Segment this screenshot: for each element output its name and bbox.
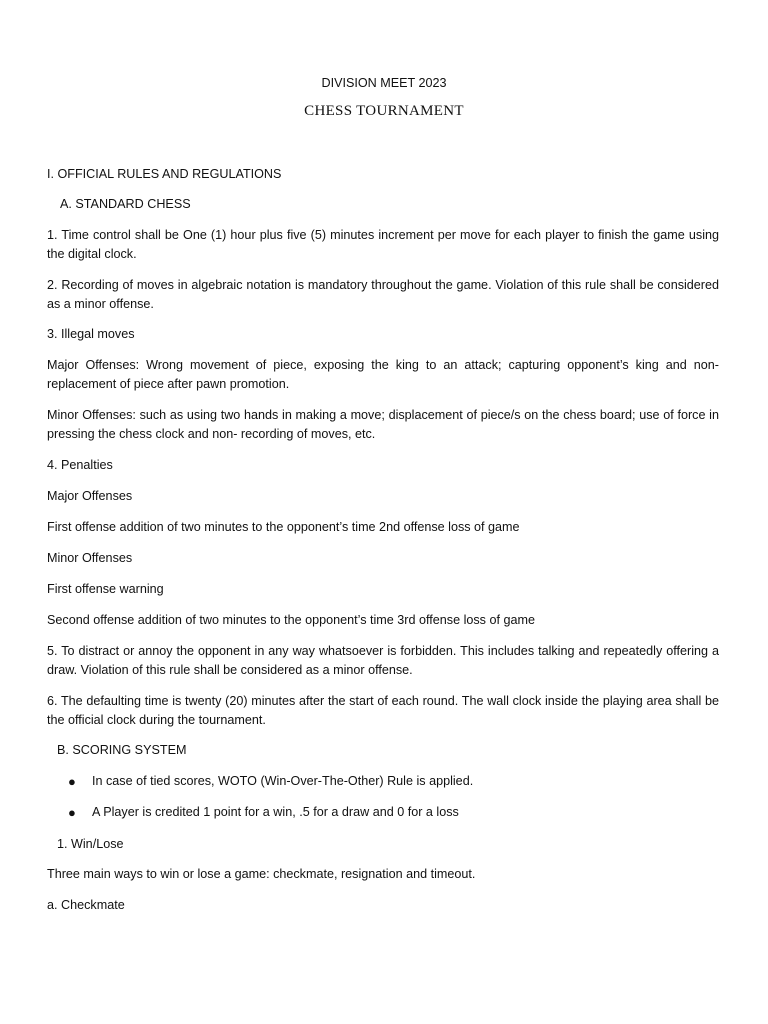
rule-5: 5. To distract or annoy the opponent in any way whatsoever is forbidden. This includes talking and repeatedly offering a draw. Violation of this rule shall be considered as a minor offense. — [47, 644, 719, 677]
page-title: CHESS TOURNAMENT — [304, 103, 464, 119]
bullet-text: A Player is credited 1 point for a win, .5 for a draw and 0 for a loss — [92, 805, 459, 819]
list-item — [68, 803, 708, 822]
bullet-icon: ● — [68, 774, 76, 789]
checkmate-heading: a. Checkmate — [47, 898, 125, 912]
minor-offenses-definition: Minor Offenses: such as using two hands in making a move; displacement of piece/s on the chess board; use of force in pressing the chess clock and non- recording of moves, etc. — [47, 408, 719, 441]
bullet-text: In case of tied scores, WOTO (Win-Over-The-Other) Rule is applied. — [92, 774, 474, 788]
rule-4: 4. Penalties — [47, 458, 113, 472]
major-offense-penalty: First offense addition of two minutes to the opponent’s time 2nd offense loss of game — [47, 520, 520, 534]
rule-3: 3. Illegal moves — [47, 327, 135, 341]
rule-6: 6. The defaulting time is twenty (20) minutes after the start of each round. The wall clock inside the playing area shall be the official clock during the tournament. — [47, 694, 719, 727]
meet-title: DIVISION MEET 2023 — [321, 76, 447, 90]
subheading-standard-chess: A. STANDARD CHESS — [60, 197, 191, 211]
major-offenses-definition: Major Offenses: Wrong movement of piece, exposing the king to an attack; capturing opponent’s king and non-replacement of piece after pawn promotion. — [47, 358, 719, 391]
rule-1: 1. Time control shall be One (1) hour plus five (5) minutes increment per move for each player to finish the game using the digital clock. — [47, 228, 719, 261]
subheading-scoring-system: B. SCORING SYSTEM — [57, 743, 187, 757]
minor-offenses-label: Minor Offenses — [47, 551, 133, 565]
win-lose-description: Three main ways to win or lose a game: checkmate, resignation and timeout. — [47, 867, 476, 881]
major-offenses-label: Major Offenses — [47, 489, 133, 503]
win-lose-heading: 1. Win/Lose — [57, 837, 124, 851]
rule-2: 2. Recording of moves in algebraic notation is mandatory throughout the game. Violation of this rule shall be considered as a minor offense. — [47, 278, 719, 311]
bullet-icon: ● — [68, 805, 76, 820]
minor-first-offense: First offense warning — [47, 582, 164, 596]
section-heading: I. OFFICIAL RULES AND REGULATIONS — [47, 167, 282, 181]
list-item — [68, 772, 708, 791]
minor-second-offense: Second offense addition of two minutes to the opponent’s time 3rd offense loss of game — [47, 613, 535, 627]
